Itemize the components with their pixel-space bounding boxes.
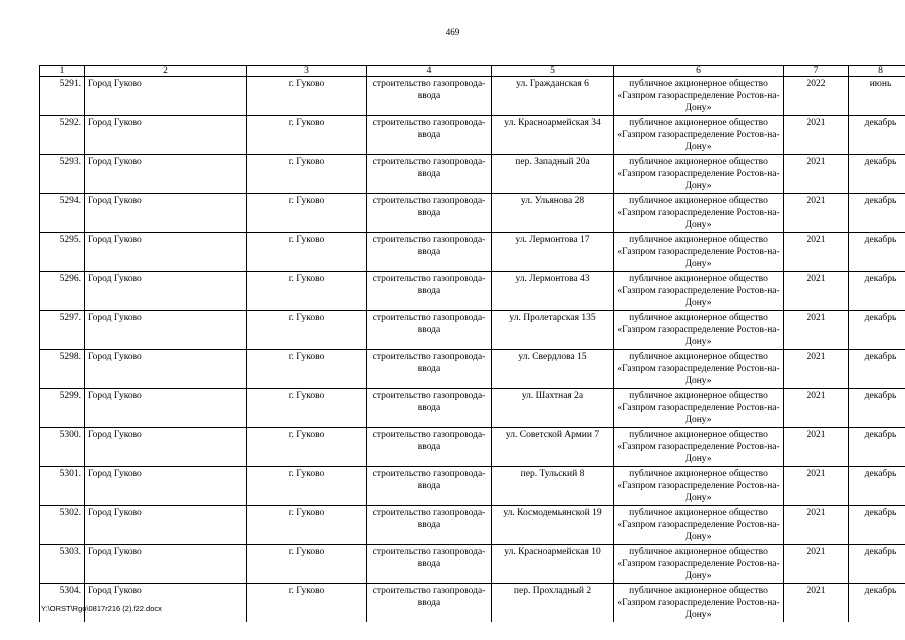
- district-cell: Город Гуково: [85, 545, 247, 584]
- address-cell: ул. Пролетарская 135: [492, 311, 614, 350]
- row-number: 5304.: [40, 584, 85, 623]
- locality-cell: г. Гуково: [247, 584, 367, 623]
- organization-cell: публичное акционерное общество «Газпром газораспределение Ростов-на-Дону»: [614, 389, 784, 428]
- organization-cell: публичное акционерное общество «Газпром газораспределение Ростов-на-Дону»: [614, 467, 784, 506]
- address-cell: ул. Гражданская 6: [492, 77, 614, 116]
- work-type-cell: строительство газопровода-ввода: [367, 233, 492, 272]
- year-cell: 2021: [784, 311, 849, 350]
- organization-cell: публичное акционерное общество «Газпром газораспределение Ростов-на-Дону»: [614, 233, 784, 272]
- address-cell: пер. Тульский 8: [492, 467, 614, 506]
- month-cell: декабрь: [849, 194, 905, 233]
- work-type-cell: строительство газопровода-ввода: [367, 116, 492, 155]
- district-cell: Город Гуково: [85, 467, 247, 506]
- organization-cell: публичное акционерное общество «Газпром газораспределение Ростов-на-Дону»: [614, 155, 784, 194]
- district-cell: Город Гуково: [85, 506, 247, 545]
- work-type-cell: строительство газопровода-ввода: [367, 545, 492, 584]
- month-cell: декабрь: [849, 584, 905, 623]
- month-cell: декабрь: [849, 311, 905, 350]
- district-cell: Город Гуково: [85, 584, 247, 623]
- column-header: 1: [40, 66, 85, 77]
- table-row: [40, 272, 905, 311]
- work-type-cell: строительство газопровода-ввода: [367, 467, 492, 506]
- month-cell: декабрь: [849, 350, 905, 389]
- district-cell: Город Гуково: [85, 311, 247, 350]
- table-row: [40, 194, 905, 233]
- locality-cell: г. Гуково: [247, 155, 367, 194]
- organization-cell: публичное акционерное общество «Газпром газораспределение Ростов-на-Дону»: [614, 116, 784, 155]
- work-type-cell: строительство газопровода-ввода: [367, 506, 492, 545]
- table-row: [40, 584, 905, 623]
- work-type-cell: строительство газопровода-ввода: [367, 272, 492, 311]
- district-cell: Город Гуково: [85, 272, 247, 311]
- organization-cell: публичное акционерное общество «Газпром газораспределение Ростов-на-Дону»: [614, 311, 784, 350]
- organization-cell: публичное акционерное общество «Газпром газораспределение Ростов-на-Дону»: [614, 584, 784, 623]
- table-row: [40, 467, 905, 506]
- year-cell: 2022: [784, 77, 849, 116]
- work-type-cell: строительство газопровода-ввода: [367, 77, 492, 116]
- address-cell: ул. Лермонтова 17: [492, 233, 614, 272]
- address-cell: пер. Западный 20а: [492, 155, 614, 194]
- district-cell: Город Гуково: [85, 116, 247, 155]
- locality-cell: г. Гуково: [247, 77, 367, 116]
- work-type-cell: строительство газопровода-ввода: [367, 428, 492, 467]
- month-cell: декабрь: [849, 116, 905, 155]
- organization-cell: публичное акционерное общество «Газпром газораспределение Ростов-на-Дону»: [614, 77, 784, 116]
- locality-cell: г. Гуково: [247, 389, 367, 428]
- year-cell: 2021: [784, 584, 849, 623]
- locality-cell: г. Гуково: [247, 311, 367, 350]
- work-type-cell: строительство газопровода-ввода: [367, 389, 492, 428]
- locality-cell: г. Гуково: [247, 233, 367, 272]
- organization-cell: публичное акционерное общество «Газпром газораспределение Ростов-на-Дону»: [614, 272, 784, 311]
- month-cell: декабрь: [849, 467, 905, 506]
- file-path-footer: Y:\ORST\Rgo\0817r216 (2).f22.docx: [41, 604, 162, 613]
- address-cell: ул. Советской Армии 7: [492, 428, 614, 467]
- table-row: [40, 350, 905, 389]
- address-cell: ул. Шахтная 2а: [492, 389, 614, 428]
- row-number: 5303.: [40, 545, 85, 584]
- locality-cell: г. Гуково: [247, 350, 367, 389]
- district-cell: Город Гуково: [85, 389, 247, 428]
- address-cell: ул. Космодемьянской 19: [492, 506, 614, 545]
- district-cell: Город Гуково: [85, 194, 247, 233]
- year-cell: 2021: [784, 545, 849, 584]
- table-row: [40, 233, 905, 272]
- column-header: 8: [849, 66, 905, 77]
- year-cell: 2021: [784, 194, 849, 233]
- table-row: [40, 116, 905, 155]
- month-cell: декабрь: [849, 545, 905, 584]
- work-type-cell: строительство газопровода-ввода: [367, 350, 492, 389]
- organization-cell: публичное акционерное общество «Газпром газораспределение Ростов-на-Дону»: [614, 545, 784, 584]
- document-table: [39, 65, 905, 622]
- year-cell: 2021: [784, 233, 849, 272]
- address-cell: ул. Лермонтова 43: [492, 272, 614, 311]
- year-cell: 2021: [784, 389, 849, 428]
- row-number: 5292.: [40, 116, 85, 155]
- row-number: 5300.: [40, 428, 85, 467]
- locality-cell: г. Гуково: [247, 506, 367, 545]
- header-row: [40, 66, 905, 77]
- column-header: 4: [367, 66, 492, 77]
- district-cell: Город Гуково: [85, 77, 247, 116]
- address-cell: ул. Красноармейская 34: [492, 116, 614, 155]
- organization-cell: публичное акционерное общество «Газпром газораспределение Ростов-на-Дону»: [614, 350, 784, 389]
- page-number: 469: [445, 27, 460, 37]
- address-cell: пер. Прохладный 2: [492, 584, 614, 623]
- column-header: 7: [784, 66, 849, 77]
- year-cell: 2021: [784, 506, 849, 545]
- row-number: 5298.: [40, 350, 85, 389]
- year-cell: 2021: [784, 116, 849, 155]
- district-cell: Город Гуково: [85, 428, 247, 467]
- table-row: [40, 428, 905, 467]
- row-number: 5297.: [40, 311, 85, 350]
- address-cell: ул. Ульянова 28: [492, 194, 614, 233]
- work-type-cell: строительство газопровода-ввода: [367, 155, 492, 194]
- table-row: [40, 389, 905, 428]
- row-number: 5291.: [40, 77, 85, 116]
- year-cell: 2021: [784, 428, 849, 467]
- month-cell: декабрь: [849, 428, 905, 467]
- year-cell: 2021: [784, 350, 849, 389]
- row-number: 5294.: [40, 194, 85, 233]
- month-cell: июнь: [849, 77, 905, 116]
- locality-cell: г. Гуково: [247, 116, 367, 155]
- address-cell: ул. Свердлова 15: [492, 350, 614, 389]
- organization-cell: публичное акционерное общество «Газпром газораспределение Ростов-на-Дону»: [614, 194, 784, 233]
- column-header: 3: [247, 66, 367, 77]
- month-cell: декабрь: [849, 506, 905, 545]
- month-cell: декабрь: [849, 272, 905, 311]
- locality-cell: г. Гуково: [247, 272, 367, 311]
- row-number: 5295.: [40, 233, 85, 272]
- district-cell: Город Гуково: [85, 155, 247, 194]
- month-cell: декабрь: [849, 155, 905, 194]
- year-cell: 2021: [784, 467, 849, 506]
- locality-cell: г. Гуково: [247, 545, 367, 584]
- organization-cell: публичное акционерное общество «Газпром газораспределение Ростов-на-Дону»: [614, 506, 784, 545]
- month-cell: декабрь: [849, 389, 905, 428]
- month-cell: декабрь: [849, 233, 905, 272]
- row-number: 5296.: [40, 272, 85, 311]
- locality-cell: г. Гуково: [247, 467, 367, 506]
- table-body: [40, 77, 905, 623]
- row-number: 5301.: [40, 467, 85, 506]
- address-cell: ул. Красноармейская 10: [492, 545, 614, 584]
- year-cell: 2021: [784, 272, 849, 311]
- column-header: 5: [492, 66, 614, 77]
- work-type-cell: строительство газопровода-ввода: [367, 584, 492, 623]
- district-cell: Город Гуково: [85, 350, 247, 389]
- district-cell: Город Гуково: [85, 233, 247, 272]
- table-row: [40, 155, 905, 194]
- row-number: 5299.: [40, 389, 85, 428]
- work-type-cell: строительство газопровода-ввода: [367, 194, 492, 233]
- column-header: 6: [614, 66, 784, 77]
- year-cell: 2021: [784, 155, 849, 194]
- locality-cell: г. Гуково: [247, 428, 367, 467]
- row-number: 5302.: [40, 506, 85, 545]
- organization-cell: публичное акционерное общество «Газпром газораспределение Ростов-на-Дону»: [614, 428, 784, 467]
- table-row: [40, 311, 905, 350]
- work-type-cell: строительство газопровода-ввода: [367, 311, 492, 350]
- column-header: 2: [85, 66, 247, 77]
- row-number: 5293.: [40, 155, 85, 194]
- locality-cell: г. Гуково: [247, 194, 367, 233]
- table-row: [40, 545, 905, 584]
- table-row: [40, 506, 905, 545]
- table-row: [40, 77, 905, 116]
